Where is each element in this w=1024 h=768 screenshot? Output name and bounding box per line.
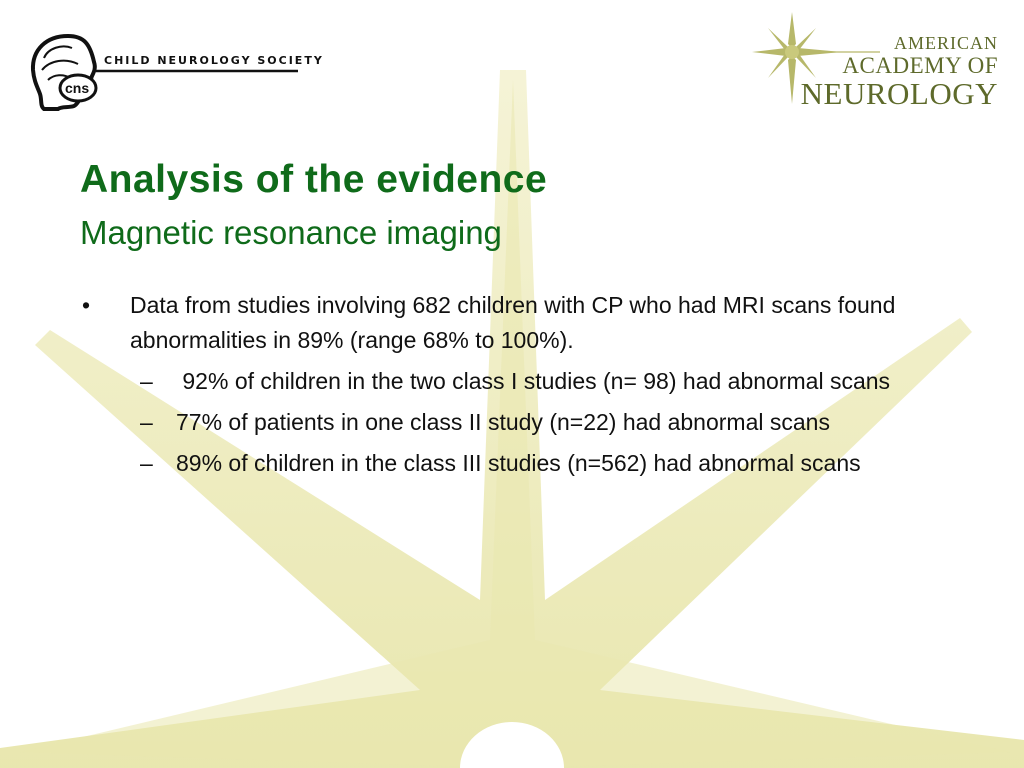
cns-logo-text: CHILD NEUROLOGY SOCIETY: [104, 54, 324, 67]
sub-bullet-item: [140, 446, 942, 481]
dash-marker: –: [140, 368, 153, 394]
sub-bullet-list: [140, 364, 942, 481]
sub-bullet-text: 77% of patients in one class II study (n=22) had abnormal scans: [176, 409, 830, 435]
head-profile-icon: [28, 30, 300, 112]
bullet-marker: •: [82, 292, 91, 318]
sub-bullet-text: 89% of children in the class III studies (n=562) had abnormal scans: [176, 450, 861, 476]
slide-subtitle: Magnetic resonance imaging: [80, 214, 502, 251]
bullet-text: Data from studies involving 682 children with CP who had MRI scans found abnormalities in 89% (range 68% to 100%).: [130, 292, 896, 353]
aan-logo-line: AMERICAN: [893, 33, 998, 53]
aan-logo-line: NEUROLOGY: [800, 76, 998, 111]
sub-bullet-item: [140, 364, 942, 399]
sub-bullet-item: [140, 405, 942, 440]
cns-monogram: cns: [65, 80, 90, 96]
dash-marker: –: [140, 450, 153, 476]
slide-title: Analysis of the evidence: [80, 158, 548, 201]
slide-body: [82, 288, 942, 487]
sub-bullet-text: 92% of children in the two class I studies (n= 98) had abnormal scans: [176, 368, 891, 394]
aan-logo-line: ACADEMY OF: [842, 53, 998, 78]
aan-logo-text: [801, 34, 998, 109]
bullet-item: [82, 288, 942, 358]
dash-marker: –: [140, 409, 153, 435]
